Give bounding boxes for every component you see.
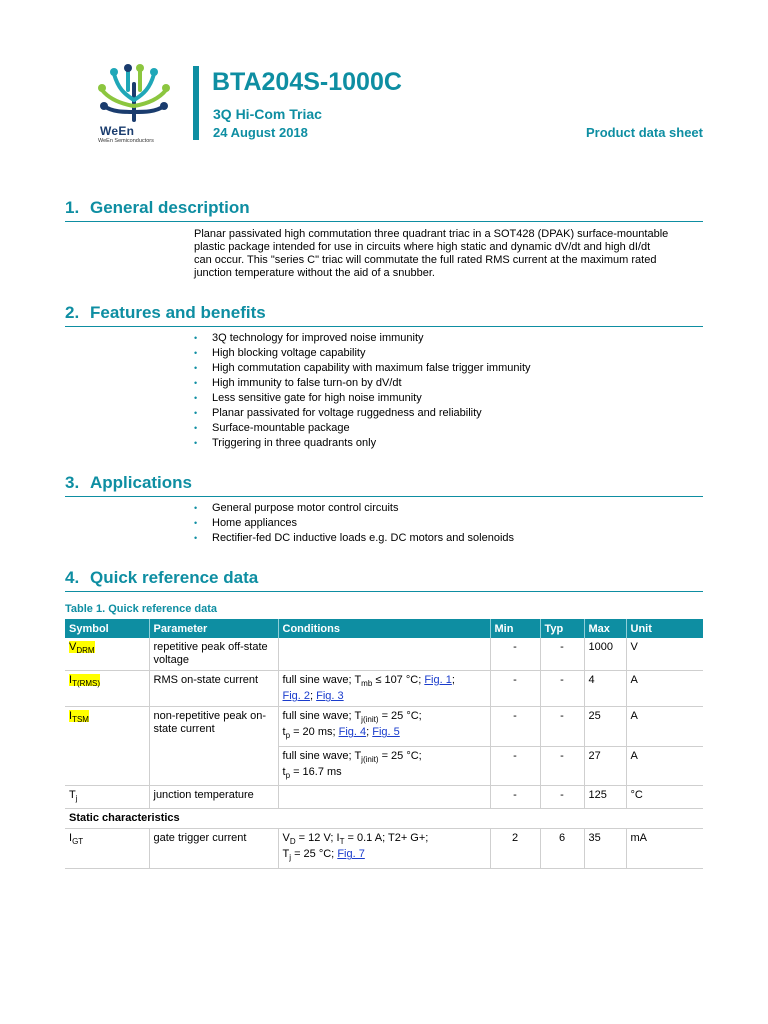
col-symbol: Symbol [65, 619, 149, 638]
section-heading: 1. General description [65, 198, 250, 217]
parameter-cell: repetitive peak off-state voltage [149, 638, 278, 671]
symbol-cell: $I_{GT}$ [65, 829, 149, 868]
max-cell: 25 [584, 707, 626, 746]
unit-cell: V [626, 638, 703, 671]
section-features [65, 303, 703, 327]
tree-logo-icon [94, 60, 174, 122]
typ-cell: 6 [540, 829, 584, 868]
col-typ: Typ [540, 619, 584, 638]
list-item: • 3Q technology for improved noise immunity [194, 331, 531, 346]
unit-cell: mA [626, 829, 703, 868]
unit-cell: A [626, 746, 703, 785]
unit-cell: °C [626, 785, 703, 808]
min-cell: - [490, 785, 540, 808]
list-item: • Home appliances [194, 516, 514, 531]
min-cell: - [490, 671, 540, 707]
section-heading: 3. Applications [65, 473, 193, 492]
section-quick-reference [65, 568, 703, 592]
max-cell: 27 [584, 746, 626, 785]
table-header-row [65, 619, 703, 638]
min-cell: 2 [490, 829, 540, 868]
table-section-row [65, 809, 703, 829]
applications-list [194, 501, 514, 546]
col-conditions: Conditions [278, 619, 490, 638]
typ-cell: - [540, 638, 584, 671]
parameter-cell: non-repetitive peak on-state current [149, 707, 278, 786]
fig-1-link[interactable]: Fig. 1 [424, 674, 452, 686]
max-cell: 35 [584, 829, 626, 868]
general-description-text: Planar passivated high commutation three quadrant triac in a SOT428 (DPAK) surface-mountable plastic package intended for use in circuits where high static and dynamic dV/dt and high dI/dt can occur. This "series C" triac will commutate the full rated RMS current at the maximum rated junction temperature without the aid of a snubber. [194, 228, 669, 279]
list-item: • High commutation capability with maximum false trigger immunity [194, 361, 531, 376]
list-item: • Rectifier-fed DC inductive loads e.g. DC motors and solenoids [194, 531, 514, 546]
document-date: 24 August 2018 [213, 125, 308, 140]
max-cell: 1000 [584, 638, 626, 671]
header-accent-bar [193, 66, 199, 140]
typ-cell: - [540, 707, 584, 746]
conditions-cell: full sine wave; $T_{j(init)} = 25$ °C; $t_p = 16.7$ ms [278, 746, 490, 785]
document-subtitle: 3Q Hi-Com Triac [213, 106, 322, 122]
fig-3-link[interactable]: Fig. 3 [316, 690, 344, 703]
section-heading: 4. Quick reference data [65, 568, 259, 587]
table-row [65, 671, 703, 707]
parameter-cell: gate trigger current [149, 829, 278, 868]
min-cell: - [490, 707, 540, 746]
symbol-cell: $T_j$ [65, 785, 149, 808]
parameter-cell: RMS on-state current [149, 671, 278, 707]
list-item: • High immunity to false turn-on by dV/dt [194, 376, 531, 391]
conditions-cell: $V_D = 12$ V; $I_T = 0.1$ A; T2+ G+; $T_j = 25$ °C; Fig. 7 [278, 829, 490, 868]
fig-7-link[interactable]: Fig. 7 [337, 848, 365, 861]
typ-cell: - [540, 671, 584, 707]
conditions-cell [278, 785, 490, 808]
fig-2-link[interactable]: Fig. 2 [282, 690, 311, 703]
ween-logo [94, 60, 174, 146]
conditions-cell: full sine wave; $T_{mb} \le 107$ °C; Fig. 1; Fig. 2; Fig. 3 [278, 671, 490, 707]
symbol-cell: $V_{DRM}$ [65, 638, 149, 671]
min-cell: - [490, 638, 540, 671]
static-characteristics-heading: Static characteristics [65, 809, 703, 829]
document-title: BTA204S-1000C [212, 68, 402, 96]
symbol-cell: $I_{TSM}$ [65, 707, 149, 786]
quick-reference-table [65, 619, 703, 869]
unit-cell: A [626, 671, 703, 707]
fig-5-link[interactable]: Fig. 5 [372, 726, 400, 739]
list-item: • Planar passivated for voltage ruggedness and reliability [194, 406, 531, 421]
conditions-cell [278, 638, 490, 671]
section-heading: 2. Features and benefits [65, 303, 266, 322]
parameter-cell: junction temperature [149, 785, 278, 808]
table-row [65, 707, 703, 746]
document-type: Product data sheet [585, 125, 703, 140]
section-general-description [65, 198, 703, 222]
symbol-cell: $I_{T(RMS)}$ [65, 671, 149, 707]
unit-cell: A [626, 707, 703, 746]
col-unit: Unit [626, 619, 703, 638]
typ-cell: - [540, 746, 584, 785]
max-cell: 125 [584, 785, 626, 808]
list-item: • Less sensitive gate for high noise immunity [194, 391, 531, 406]
list-item: • Surface-mountable package [194, 421, 531, 436]
logo-name: WeEn [100, 124, 135, 138]
col-max: Max [584, 619, 626, 638]
features-list [194, 331, 531, 451]
table-row [65, 785, 703, 808]
table-caption: Table 1. Quick reference data [65, 603, 218, 615]
logo-subtitle: WeEn Semiconductors [98, 138, 154, 144]
min-cell: - [490, 746, 540, 785]
list-item: • General purpose motor control circuits [194, 501, 514, 516]
col-min: Min [490, 619, 540, 638]
section-applications [65, 473, 703, 497]
conditions-cell: full sine wave; $T_{j(init)} = 25$ °C; $t_p = 20$ ms; Fig. 4; Fig. 5 [278, 707, 490, 746]
max-cell: 4 [584, 671, 626, 707]
table-row [65, 829, 703, 868]
typ-cell: - [540, 785, 584, 808]
table-row [65, 638, 703, 671]
list-item: • Triggering in three quadrants only [194, 436, 531, 451]
list-item: • High blocking voltage capability [194, 346, 531, 361]
fig-4-link[interactable]: Fig. 4 [338, 726, 367, 739]
col-parameter: Parameter [149, 619, 278, 638]
